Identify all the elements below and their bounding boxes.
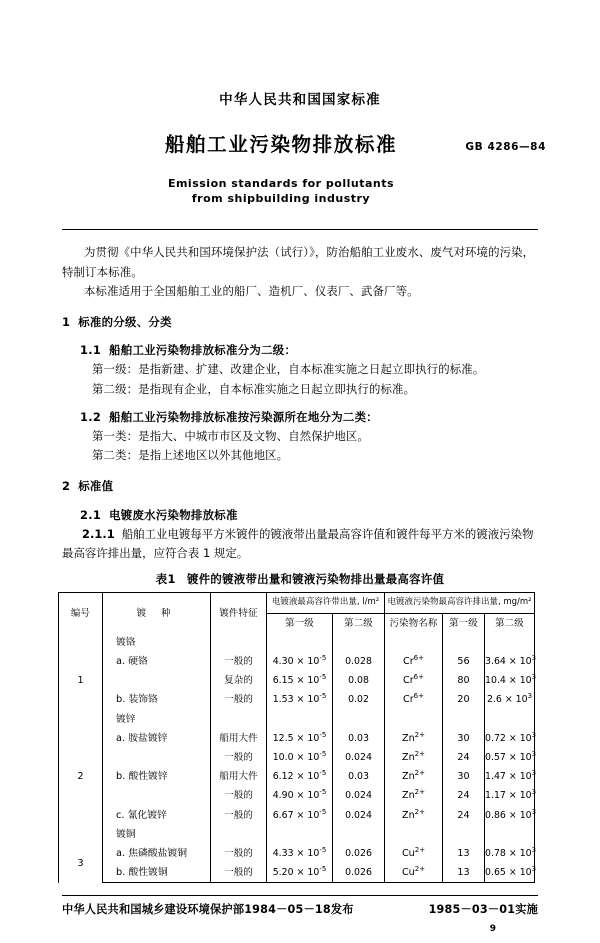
- spacer-cell: [485, 710, 535, 729]
- table-row: [59, 729, 535, 748]
- cell-carryout-level2: 0.024: [333, 786, 385, 805]
- spacer-cell: [267, 633, 333, 652]
- cell-discharge-level1: 24: [443, 806, 485, 825]
- gb-standard-number: GB 4286—84: [465, 140, 546, 153]
- section-2-1-1-text: 船舶工业电镀每平方米镀件的镀液带出量最高容许值和镀件每平方米的镀液污染物最高容许排出量，应符合表 1 规定。: [62, 526, 534, 561]
- cell-plating-item: c. 氰化镀锌: [103, 806, 211, 825]
- footer-effective-date: 1985－03－01实施: [428, 903, 538, 917]
- cell-part-feature: 船用大件: [211, 729, 267, 748]
- document-body: [62, 243, 538, 883]
- spacer-cell: [211, 710, 267, 729]
- section-2-1-1-number: 2.1.1: [82, 526, 115, 541]
- cell-plating-item: [103, 786, 211, 805]
- table-caption-number: 1: [167, 572, 176, 587]
- section-2-number: 2: [62, 479, 71, 494]
- cell-part-feature: 一般的: [211, 786, 267, 805]
- section-1-2-line-1: 第一类：是指大、中城市市区及文物、自然保护地区。: [92, 429, 369, 443]
- cell-carryout-level1: $6.12 \times 10^{-5}$: [267, 767, 333, 786]
- table-row: [59, 652, 535, 671]
- table-row: [59, 690, 535, 709]
- standards-table: [58, 592, 535, 883]
- cell-carryout-level2: 0.08: [333, 671, 385, 690]
- cell-plating-group-name: 镀铜: [103, 825, 211, 844]
- cell-part-feature: 一般的: [211, 652, 267, 671]
- cell-carryout-level2: 0.028: [333, 652, 385, 671]
- cell-carryout-level1: $10.0 \times 10^{-5}$: [267, 748, 333, 767]
- spacer-cell: [211, 633, 267, 652]
- table-spacer-row: [59, 633, 535, 652]
- cell-pollutant-name: $Cr^{6+}$: [385, 671, 443, 690]
- section-1-2-title: 船舶工业污染物排放标准按污染源所在地分为二类：: [109, 409, 378, 424]
- table-caption-label: 表: [155, 572, 168, 587]
- table-caption-title: 镀件的镀液带出量和镀液污染物排出量最高容许值: [187, 572, 445, 587]
- cell-plating-group-name: 镀锌: [103, 710, 211, 729]
- section-1-1-number: 1.1: [80, 343, 102, 358]
- cell-carryout-level2: 0.024: [333, 806, 385, 825]
- cell-carryout-level1: $5.20 \times 10^{-5}$: [267, 863, 333, 883]
- section-1-2-number: 1.2: [80, 409, 102, 424]
- table-row: [59, 786, 535, 805]
- table-body: [59, 633, 535, 883]
- cell-carryout-level2: 0.03: [333, 767, 385, 786]
- cell-part-feature: 一般的: [211, 844, 267, 863]
- cell-part-feature: 一般的: [211, 690, 267, 709]
- cell-carryout-level1: $6.15 \times 10^{-5}$: [267, 671, 333, 690]
- spacer-cell: [211, 825, 267, 844]
- footer-divider: [62, 895, 538, 896]
- cell-plating-item: b. 酸性镀铜: [103, 863, 211, 883]
- footer-issuer: 中华人民共和国城乡建设环境保护部1984－05－18发布: [62, 903, 354, 917]
- col-header-discharge-level2: 第二级: [485, 613, 535, 633]
- cell-index: 3: [59, 844, 103, 883]
- cell-pollutant-name: $Cr^{6+}$: [385, 690, 443, 709]
- cell-discharge-level2: $0.78 \times 10^3$: [485, 844, 535, 863]
- section-1-title: 标准的分级、分类: [78, 314, 172, 329]
- section-2-1-title: 电镀废水污染物排放标准: [109, 507, 238, 522]
- cell-pollutant-name: $Zn^{2+}$: [385, 786, 443, 805]
- english-subtitle-line2: from shipbuilding industry: [191, 192, 371, 206]
- table-spacer-row: [59, 825, 535, 844]
- spacer-cell: [443, 633, 485, 652]
- cell-pollutant-name: $Zn^{2+}$: [385, 767, 443, 786]
- cell-pollutant-name: $Cr^{6+}$: [385, 652, 443, 671]
- section-1-1-heading: [62, 341, 538, 360]
- cell-plating-item: b. 装饰铬: [103, 690, 211, 709]
- cell-discharge-level2: $1.47 \times 10^3$: [485, 767, 535, 786]
- header-divider: [62, 229, 538, 230]
- cell-pollutant-name: $Zn^{2+}$: [385, 729, 443, 748]
- cell-part-feature: 复杂的: [211, 671, 267, 690]
- cell-discharge-level1: 13: [443, 844, 485, 863]
- cell-pollutant-name: $Zn^{2+}$: [385, 806, 443, 825]
- cell-discharge-level2: $0.72 \times 10^3$: [485, 729, 535, 748]
- spacer-cell: [333, 825, 385, 844]
- cell-index: 1: [59, 652, 103, 710]
- cell-carryout-level1: $4.30 \times 10^{-5}$: [267, 652, 333, 671]
- spacer-cell: [59, 825, 103, 844]
- spacer-cell: [59, 633, 103, 652]
- scope-paragraph: 本标准适用于全国船舶工业的船厂、造机厂、仪表厂、武备厂等。: [84, 283, 419, 298]
- col-header-discharge-level1: 第一级: [443, 613, 485, 633]
- table-header: [59, 593, 535, 633]
- cell-carryout-level2: 0.026: [333, 863, 385, 883]
- spacer-cell: [385, 710, 443, 729]
- col-group-header-carryout: 电镀液最高容许带出量, l/m²: [267, 593, 385, 613]
- table-row: [59, 671, 535, 690]
- section-2-1-heading: [62, 506, 538, 525]
- cell-carryout-level2: 0.024: [333, 748, 385, 767]
- cell-carryout-level1: $4.90 \times 10^{-5}$: [267, 786, 333, 805]
- cell-discharge-level1: 24: [443, 786, 485, 805]
- document-page: [0, 94, 600, 943]
- spacer-cell: [385, 633, 443, 652]
- section-1-1-line-1: 第一级：是指新建、扩建、改建企业，自本标准实施之日起立即执行的标准。: [92, 362, 485, 377]
- footer: [62, 901, 538, 917]
- cell-discharge-level1: 56: [443, 652, 485, 671]
- cell-discharge-level1: 30: [443, 729, 485, 748]
- spacer-cell: [333, 633, 385, 652]
- col-header-plating-type: 镀 种: [103, 593, 211, 633]
- section-1-1-title: 船舶工业污染物排放标准分为二级：: [109, 343, 297, 358]
- cell-carryout-level1: $1.53 \times 10^{-5}$: [267, 690, 333, 709]
- national-standard-label: 中华人民共和国国家标准: [219, 92, 381, 108]
- cell-plating-item: a. 焦磷酸盐镀铜: [103, 844, 211, 863]
- page-title: 船舶工业污染物排放标准: [164, 132, 398, 156]
- table-row: [59, 748, 535, 767]
- cell-carryout-level2: 0.03: [333, 729, 385, 748]
- cell-discharge-level2: $3.64 \times 10^3$: [485, 652, 535, 671]
- cell-plating-item: a. 胺盐镀锌: [103, 729, 211, 748]
- col-group-header-discharge: 电镀液污染物最高容许排出量, mg/m²: [385, 593, 535, 613]
- title-row: [62, 132, 546, 163]
- spacer-cell: [59, 710, 103, 729]
- cell-plating-item: [103, 671, 211, 690]
- table-row: [59, 863, 535, 883]
- cell-carryout-level2: 0.026: [333, 844, 385, 863]
- col-header-part-feature: 镀件特征: [211, 593, 267, 633]
- intro-paragraph: 为贯彻《中华人民共和国环境保护法（试行）》，防治船舶工业废水、废气对环境的污染，特制订本标准。: [62, 245, 535, 279]
- cell-part-feature: 船用大件: [211, 767, 267, 786]
- cell-discharge-level1: 13: [443, 863, 485, 883]
- cell-discharge-level2: $2.6 \times 10^3$: [485, 690, 535, 709]
- cell-plating-item: b. 酸性镀锌: [103, 767, 211, 786]
- section-1-2-heading: [62, 408, 538, 427]
- cell-discharge-level1: 20: [443, 690, 485, 709]
- col-header-carryout-level1: 第一级: [267, 613, 333, 633]
- cell-discharge-level1: 24: [443, 748, 485, 767]
- spacer-cell: [485, 633, 535, 652]
- cell-part-feature: 一般的: [211, 748, 267, 767]
- spacer-cell: [385, 825, 443, 844]
- section-1-heading: [62, 313, 538, 332]
- cell-plating-group-name: 镀铬: [103, 633, 211, 652]
- cell-plating-item: [103, 748, 211, 767]
- cell-discharge-level2: $10.4 \times 10^3$: [485, 671, 535, 690]
- section-2-heading: [62, 477, 538, 496]
- cell-index: 2: [59, 729, 103, 825]
- section-1-2-line-2: 第二类：是指上述地区以外其他地区。: [92, 448, 289, 463]
- cell-discharge-level2: $1.17 \times 10^3$: [485, 786, 535, 805]
- cell-discharge-level2: $0.65 \times 10^3$: [485, 863, 535, 883]
- english-subtitle: [62, 176, 538, 208]
- spacer-cell: [485, 825, 535, 844]
- cell-part-feature: 一般的: [211, 863, 267, 883]
- table-spacer-row: [59, 710, 535, 729]
- english-subtitle-line1: Emission standards for pollutants: [167, 176, 395, 190]
- page-number: 9: [489, 924, 496, 935]
- spacer-cell: [267, 710, 333, 729]
- cell-plating-item: a. 硬铬: [103, 652, 211, 671]
- col-header-pollutant-name: 污染物名称: [385, 613, 443, 633]
- col-header-index: 编号: [59, 593, 103, 633]
- col-header-carryout-level2: 第二级: [333, 613, 385, 633]
- cell-discharge-level2: $0.57 \times 10^3$: [485, 748, 535, 767]
- cell-discharge-level1: 30: [443, 767, 485, 786]
- table-row: [59, 806, 535, 825]
- section-2-title: 标准值: [78, 479, 114, 494]
- section-1-1-line-2: 第二级：是指现有企业，自本标准实施之日起立即执行的标准。: [92, 381, 416, 396]
- cell-pollutant-name: $Cu^{2+}$: [385, 844, 443, 863]
- cell-pollutant-name: $Zn^{2+}$: [385, 748, 443, 767]
- cell-discharge-level1: 80: [443, 671, 485, 690]
- cell-carryout-level1: $6.67 \times 10^{-5}$: [267, 806, 333, 825]
- table-row: [59, 844, 535, 863]
- cell-discharge-level2: $0.86 \times 10^3$: [485, 806, 535, 825]
- spacer-cell: [267, 825, 333, 844]
- cell-carryout-level1: $12.5 \times 10^{-5}$: [267, 729, 333, 748]
- spacer-cell: [443, 710, 485, 729]
- spacer-cell: [443, 825, 485, 844]
- cell-part-feature: 一般的: [211, 806, 267, 825]
- cell-pollutant-name: $Cu^{2+}$: [385, 863, 443, 883]
- cell-carryout-level2: 0.02: [333, 690, 385, 709]
- section-2-1-number: 2.1: [80, 507, 102, 522]
- table-header-row-group: [59, 593, 535, 613]
- table-row: [59, 767, 535, 786]
- cell-carryout-level1: $4.33 \times 10^{-5}$: [267, 844, 333, 863]
- section-1-number: 1: [62, 314, 71, 329]
- spacer-cell: [333, 710, 385, 729]
- table-caption: [62, 570, 538, 589]
- section-2-1-1-paragraph: [62, 525, 538, 563]
